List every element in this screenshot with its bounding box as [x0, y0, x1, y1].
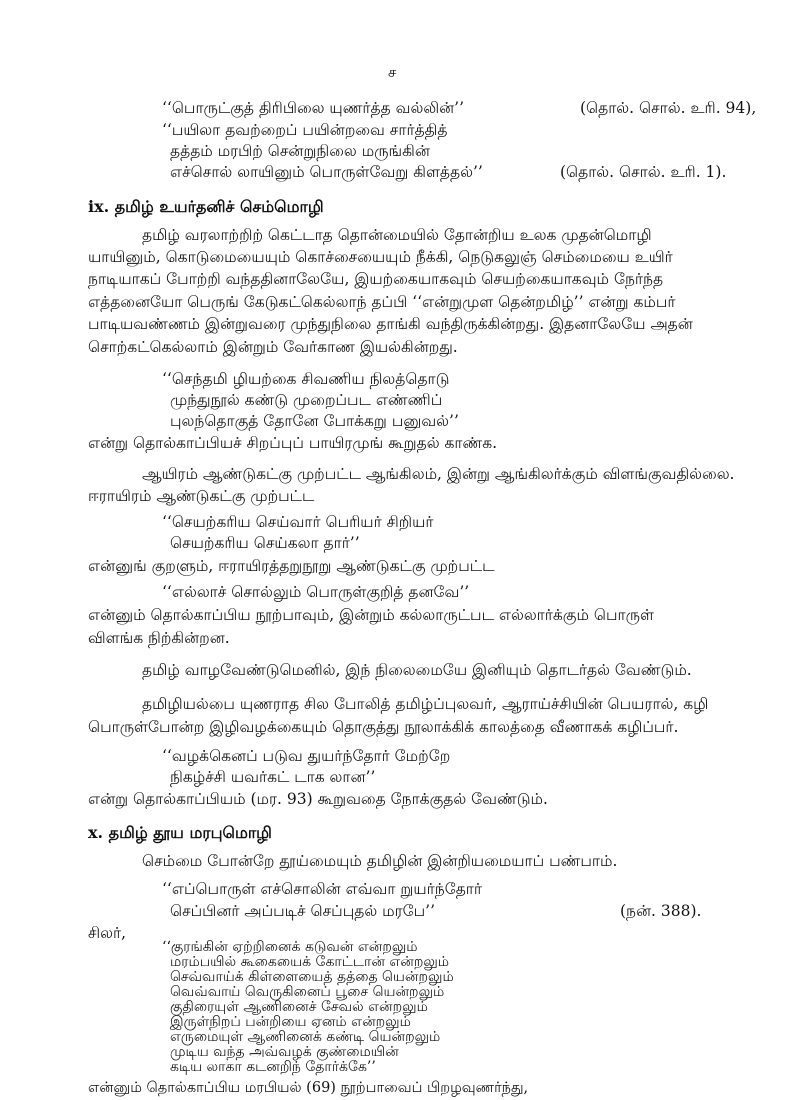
ix-para3: தமிழ் வாழவேண்டுமெனில், இந் நிலைமையே இனியும் தொடர்தல் வேண்டும். — [142, 661, 692, 679]
x-quote1-line-2: செப்பினர் அப்படிச் செப்புதல் மரபே’’ — [170, 902, 435, 920]
ix-para1-line-6: சொற்கட்கெல்லாம் இன்றும் வேர்காண இயல்கின்றது. — [88, 338, 458, 356]
x-quote2-line-2: மரம்பயில் கூகையைக் கோட்டான் என்றலும் — [170, 954, 450, 970]
ix-para4-line-2: பொருள்போன்ற இழிவழக்கையும் தொகுத்து நூலாக்கிக் காலத்தை வீணாகக் கழிப்பர். — [88, 718, 679, 736]
quote2-line-2: தத்தம் மரபிற் சென்றுநிலை மருங்கின் — [170, 142, 430, 160]
ix-para1-line-5: பாடியவண்ணம் இன்றுவரை முந்துநிலை தாங்கி வந்திருக்கின்றது. இதனாலேயே அதன் — [88, 315, 693, 333]
kural-line-2: செயற்கரிய செய்கலா தார்’’ — [170, 534, 360, 552]
page-number: ச — [388, 63, 397, 81]
ix-after-quote: என்று தொல்காப்பியச் சிறப்புப் பாயிரமுங் கூறுதல் காண்க. — [88, 434, 498, 452]
x-quote2-line-7: எருமையுள் ஆணினைக் கண்டி யென்றலும் — [170, 1029, 441, 1045]
x-quote2-line-9: கடிய லாகா கடனறிந் தோர்க்கே’’ — [170, 1059, 376, 1075]
ix-para2-line-2: ஈராயிரம் ஆண்டுகட்கு முற்பட்ட — [88, 487, 315, 505]
ix-after-sutra-line-2: விளங்க நிற்கின்றன. — [88, 629, 230, 647]
x-quote2-line-3: செவ்வாய்க் கிள்ளையைத் தத்தை யென்றலும் — [170, 969, 454, 985]
ix-para1-line-2: யாயினும், கொடுமையையும் கொச்சையையும் நீக்கி, நெடுகலுஞ் செம்மையை உயிர் — [88, 248, 673, 266]
ix-para1-line-3: நாடியாகப் போற்றி வந்ததினாலேயே, இயற்கையாகவும் செயற்கையாகவும் நேர்ந்த — [88, 270, 664, 288]
ix-after-sutra-line-1: என்னும் தொல்காப்பிய நூற்பாவும், இன்றும் கல்லாருட்பட எல்லார்க்கும் பொருள் — [88, 606, 654, 624]
ix-para2-line-1: ஆயிரம் ஆண்டுகட்கு முற்பட்ட ஆங்கிலம், இன்று ஆங்கிலர்க்கும் விளங்குவதில்லை. — [142, 465, 735, 483]
ix-quote3-line-2: நிகழ்ச்சி யவர்கட் டாக லான’’ — [170, 768, 376, 786]
x-para1: செம்மை போன்றே தூய்மையும் தமிழின் இன்றியமையாப் பண்பாம். — [142, 852, 618, 870]
x-quote2-line-6: இருள்நிறப் பன்றியை ஏனம் என்றலும் — [170, 1014, 411, 1030]
x-silar: சிலர், — [88, 924, 127, 942]
x-quote2-line-4: வெவ்வாய் வெருகினைப் பூசை யென்றலும் — [170, 984, 445, 1000]
ix-quote3-line-1: ‘‘வழக்கெனப் படுவ துயர்ந்தோர் மேற்றே — [162, 747, 451, 765]
ix-para1-line-1: தமிழ் வரலாற்றிற் கெட்டாத தொன்மையில் தோன்றிய உலக முதன்மொழி — [142, 226, 652, 244]
ix-after-kural: என்னுங் குறளும், ஈராயிரத்தறுநூறு ஆண்டுகட்கு முற்பட்ட — [88, 557, 495, 575]
quote1-citation: (தொல். சொல். உரி. 94), — [580, 99, 757, 117]
x-quote2-line-8: முடிய வந்த அவ்வழக் குண்மையின் — [170, 1044, 399, 1060]
quote2-line-1: ‘‘பயிலா தவற்றைப் பயின்றவை சார்த்தித் — [162, 121, 448, 139]
ix-quote-line-3: புலந்தொகுத் தோனே போக்கறு பனுவல்’’ — [170, 412, 459, 430]
kural-line-1: ‘‘செயற்கரிய செய்வார் பெரியர் சிறியர் — [162, 513, 434, 531]
ix-quote-line-1: ‘‘செந்தமி ழியற்கை சிவணிய நிலத்தொடு — [162, 370, 450, 388]
ix-after-quote3: என்று தொல்காப்பியம் (மர. 93) கூறுவதை நோக்குதல் வேண்டும். — [88, 790, 548, 808]
x-quote2-line-5: குதிரையுள் ஆணினைச் சேவல் என்றலும் — [170, 999, 428, 1015]
x-quote1-citation: (நன். 388). — [620, 902, 702, 920]
section-x-heading: x. தமிழ் தூய மரபுமொழி — [88, 823, 272, 842]
x-last-line: என்னும் தொல்காப்பிய மரபியல் (69) நூற்பாவைப் பிறழவுணர்ந்து, — [88, 1080, 529, 1096]
ix-para1-line-4: எத்தனையோ பெருங் கேடுகட்கெல்லாந் தப்பி ‘‘என்றுமுள தென்றமிழ்’’ என்று கம்பர் — [88, 293, 676, 311]
quote2-citation: (தொல். சொல். உரி. 1). — [560, 163, 727, 181]
sutra-quote: ‘‘எல்லாச் சொல்லும் பொருள்குறித் தனவே’’ — [162, 583, 470, 601]
x-quote2-line-1: ‘‘குரங்கின் ஏற்றினைக் கடுவன் என்றலும் — [162, 939, 418, 955]
quote1-line-1: ‘‘பொருட்குத் திரிபிலை யுணர்த்த வல்லின்’’ — [162, 99, 465, 117]
ix-quote-line-2: முந்துநூல் கண்டு முறைப்பட எண்ணிப் — [170, 391, 443, 409]
quote2-line-3: எச்சொல் லாயினும் பொருள்வேறு கிளத்தல்’’ — [170, 163, 483, 181]
x-quote1-line-1: ‘‘எப்பொருள் எச்சொலின் எவ்வா றுயர்ந்தோர் — [162, 880, 482, 898]
ix-para4-line-1: தமிழியல்பை யுணராத சில போலித் தமிழ்ப்புலவர், ஆராய்ச்சியின் பெயரால், கழி — [142, 695, 709, 713]
section-ix-heading: ix. தமிழ் உயர்தனிச் செம்மொழி — [88, 197, 324, 216]
